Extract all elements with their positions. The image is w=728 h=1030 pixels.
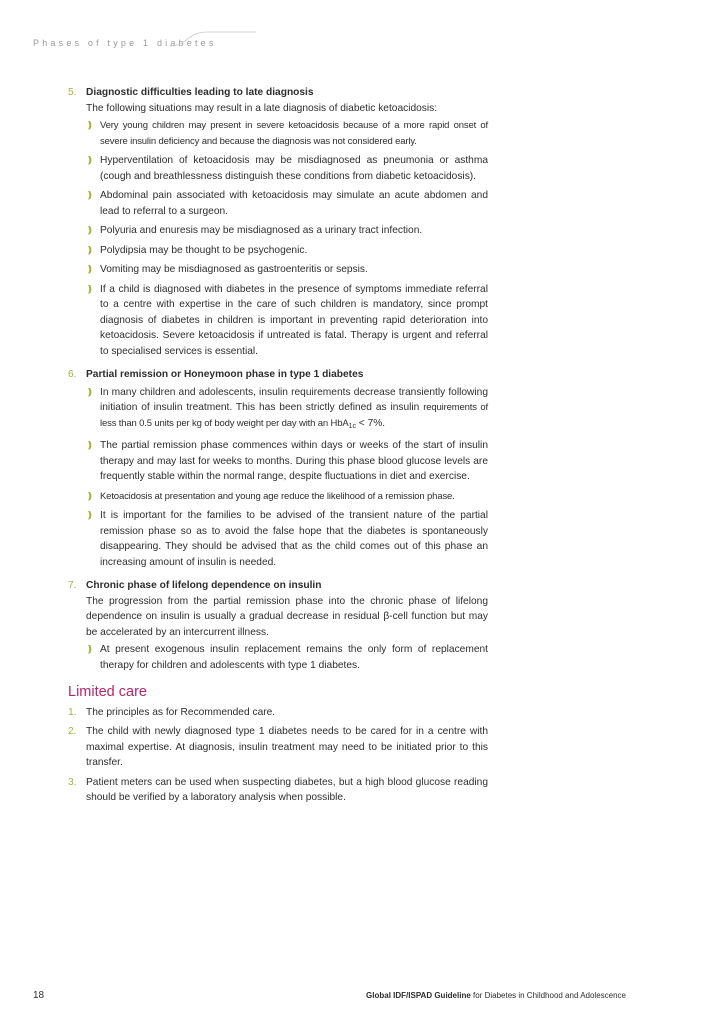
list-item-text: Vomiting may be misdiagnosed as gastroenteritis or sepsis. xyxy=(100,264,368,275)
list-item-text: Very young children may present in severe ketoacidosis because of a more rapid onset of severe insulin deficiency and because the diagnosis was not considered early. xyxy=(100,120,488,147)
chevron-bullet-icon: ❫ xyxy=(86,644,94,654)
chevron-bullet-icon: ❫ xyxy=(86,244,94,255)
section-heading: Diagnostic difficulties leading to late diagnosis xyxy=(86,87,314,98)
list-item xyxy=(86,282,488,360)
section-heading: Chronic phase of lifelong dependence on insulin xyxy=(86,580,322,591)
section-6 xyxy=(68,367,488,570)
chevron-bullet-icon: ❫ xyxy=(86,225,94,235)
list-item xyxy=(86,118,488,149)
list-item-text: Polyuria and enuresis may be misdiagnosed as a urinary tract infection. xyxy=(100,225,423,236)
bullet-list xyxy=(86,385,488,571)
list-item xyxy=(86,385,488,435)
list-item xyxy=(86,153,488,184)
chevron-bullet-icon: ❫ xyxy=(86,155,94,165)
running-footer xyxy=(366,991,626,1000)
running-header: Phases of type 1 diabetes xyxy=(33,38,217,48)
page-content xyxy=(68,85,488,810)
item-number: 2. xyxy=(68,726,77,737)
section-number: 7. xyxy=(68,580,77,591)
list-item-text-cont: requirements of less than 0.5 units per kg of body weight per day with an HbA xyxy=(100,402,488,429)
list-item-text: The partial remission phase commences within days or weeks of the start of insulin therapy and may last for weeks to months. During this phase blood glucose levels are frequently stable within the normal range, despite fluctuations in diet and exercise. xyxy=(100,440,488,482)
list-item-text: Polydipsia may be thought to be psychogenic. xyxy=(100,244,308,256)
chevron-bullet-icon: ❫ xyxy=(86,190,94,200)
list-item-text: Hyperventilation of ketoacidosis may be misdiagnosed as pneumonia or asthma (cough and breathlessness distinguish these conditions from diabetic ketoacidosis). xyxy=(100,155,488,182)
list-item xyxy=(86,438,488,485)
list-item xyxy=(86,223,488,239)
section-intro: The progression from the partial remission phase into the chronic phase of lifelong dependence on insulin is usually a gradual decrease in residual β-cell function but may be accelerated by an intercurrent illness. xyxy=(86,595,488,638)
section-5 xyxy=(68,85,488,359)
list-item-text: Abdominal pain associated with ketoacidosis may simulate an acute abdomen and lead to referral to a surgeon. xyxy=(100,190,488,217)
list-item-text: If a child is diagnosed with diabetes in the presence of symptoms immediate referral to a centre with expertise in the care of such children is mandatory, since prompt diagnosis of diabetes in children is important in preventing rapid deterioration into ketoacidosis. Severe ketoacidosis if untreated is fatal. Therapy is urgent and referral to specialised services is essential. xyxy=(100,283,488,357)
page-number: 18 xyxy=(33,990,45,1001)
list-item xyxy=(86,243,488,259)
section-intro: The following situations may result in a late diagnosis of diabetic ketoacidosis: xyxy=(86,102,438,114)
list-item-text-end: < 7%. xyxy=(355,417,386,429)
section-heading: Partial remission or Honeymoon phase in type 1 diabetes xyxy=(86,369,364,380)
subscript: 1c xyxy=(348,422,356,430)
section-7 xyxy=(68,578,488,673)
chevron-bullet-icon: ❫ xyxy=(86,510,94,520)
chevron-bullet-icon: ❫ xyxy=(86,440,94,450)
item-number: 3. xyxy=(68,776,77,788)
item-number: 1. xyxy=(68,706,77,718)
chevron-bullet-icon: ❫ xyxy=(86,264,94,274)
bullet-list xyxy=(86,642,488,673)
list-item xyxy=(68,705,488,721)
section-number: 6. xyxy=(68,369,77,380)
list-item xyxy=(86,489,488,505)
limited-care-heading: Limited care xyxy=(68,684,147,700)
bullet-list xyxy=(86,118,488,359)
list-item-text: It is important for the families to be advised of the transient nature of the partial remission phase so as to avoid the false hope that the diabetes is spontaneously disappearing. They should be advised that as the child comes out of this phase an increasing amount of insulin is needed. xyxy=(100,510,488,568)
list-item-text: In many children and adolescents, insulin requirements decrease transiently following initiation of insulin treatment. This has been strictly defined as insulin xyxy=(100,386,488,413)
chevron-bullet-icon: ❫ xyxy=(86,490,94,501)
footer-title: Global IDF/ISPAD Guideline xyxy=(366,991,471,1000)
list-item-text: The principles as for Recommended care. xyxy=(86,706,276,718)
list-item xyxy=(68,724,488,771)
list-item-text: Ketoacidosis at presentation and young age reduce the likelihood of a remission phase. xyxy=(100,490,455,502)
list-item-text: The child with newly diagnosed type 1 diabetes needs to be cared for in a centre with maximal expertise. At diagnosis, insulin treatment may need to be initiated prior to this transfer. xyxy=(86,726,488,768)
chevron-bullet-icon: ❫ xyxy=(86,283,94,294)
footer-subtitle: for Diabetes in Childhood and Adolescence xyxy=(470,991,626,1000)
list-item xyxy=(86,262,488,278)
chevron-bullet-icon: ❫ xyxy=(86,386,94,397)
list-item xyxy=(86,642,488,673)
chevron-bullet-icon: ❫ xyxy=(86,120,94,130)
list-item-text: At present exogenous insulin replacement remains the only form of replacement therapy for children and adolescents with type 1 diabetes. xyxy=(100,644,488,671)
section-number: 5. xyxy=(68,87,77,98)
list-item xyxy=(86,188,488,219)
list-item-text: Patient meters can be used when suspecting diabetes, but a high blood glucose reading should be verified by a laboratory analysis when possible. xyxy=(86,776,488,803)
list-item xyxy=(86,508,488,570)
list-item xyxy=(68,775,488,806)
header-swoosh-icon xyxy=(168,28,258,50)
